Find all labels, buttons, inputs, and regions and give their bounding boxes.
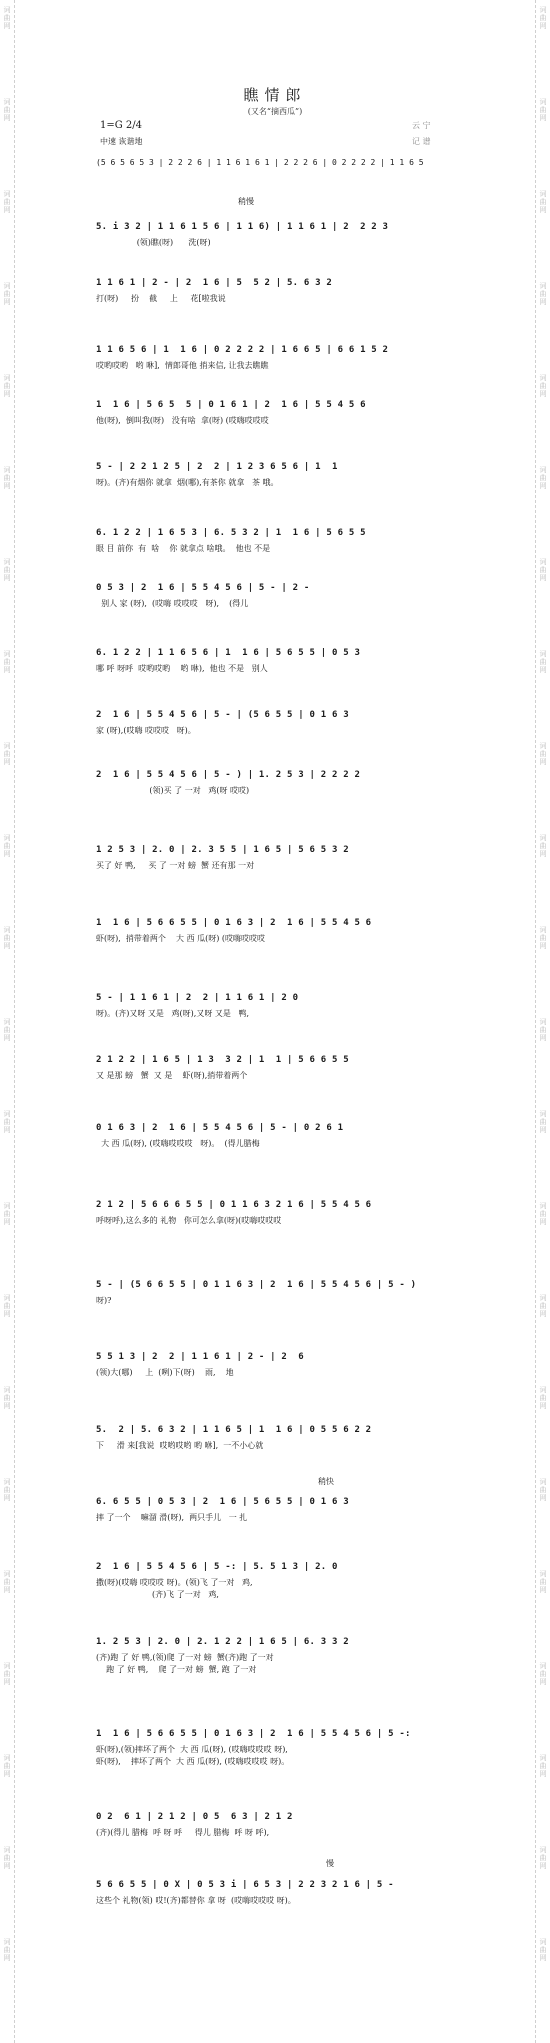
numbered-notation-line: 2 1 6 | 5 5 4 5 6 | 5 - | (5 6 5 5 | 0 1 6 3 — [96, 710, 349, 720]
lyric-line: 打(呀) 扮 截 上 花[啦我说 — [96, 294, 226, 303]
lyric-line: 跑 了 好 鸭, 爬 了一对 螃 蟹, 跑 了一对 — [96, 1665, 257, 1674]
watermark-text: 词 曲 网 — [539, 742, 547, 766]
score-row — [96, 1562, 452, 1600]
score-row — [96, 1425, 452, 1451]
watermark-text: 词 曲 网 — [3, 98, 11, 122]
score-row — [96, 222, 452, 248]
score-row — [96, 918, 452, 944]
watermark-text: 词 曲 网 — [3, 1754, 11, 1778]
score-row — [96, 1123, 452, 1149]
score-row — [96, 993, 452, 1019]
lyric-line: (领)买 了 一对 鸡(呀 哎哎) — [96, 786, 250, 795]
score-row — [96, 1497, 452, 1523]
watermark-text: 词 曲 网 — [539, 1662, 547, 1686]
watermark-text: 词 曲 网 — [539, 466, 547, 490]
watermark-text: 词 曲 网 — [3, 1386, 11, 1410]
watermark-text: 词 曲 网 — [3, 1110, 11, 1134]
score-row — [96, 845, 452, 871]
watermark-text: 词 曲 网 — [3, 190, 11, 214]
watermark-text: 词 曲 网 — [3, 834, 11, 858]
watermark-text: 词 曲 网 — [539, 650, 547, 674]
numbered-notation-line: 1 1 6 | 5 6 6 5 5 | 0 1 6 3 | 2 1 6 | 5 5 4 5 6 | 5 -: — [96, 1729, 411, 1739]
numbered-notation-line: 1 1 6 5 6 | 1 1 6 | 0 2 2 2 2 | 1 6 6 5 | 6 6 1 5 2 — [96, 345, 389, 355]
numbered-notation-line: 6. 1 2 2 | 1 1 6 5 6 | 1 1 6 | 5 6 5 5 | 0 5 3 — [96, 648, 361, 658]
watermark-text: 词 曲 网 — [539, 1294, 547, 1318]
watermark-text: 词 曲 网 — [3, 1570, 11, 1594]
lyric-line: 呀)。(齐)又呀 又是 鸡(呀),又呀 又是 鸭, — [96, 1009, 250, 1018]
lyric-line: 摔 了一个 嘛溜 滑(呀), 两只手儿 一 扎 — [96, 1513, 248, 1522]
opening-tempo-mark: 中速 诙谐地 — [100, 137, 143, 146]
score-row — [96, 400, 452, 426]
numbered-notation-line: 5 - | 1 1 6 1 | 2 2 | 1 1 6 1 | 2 0 — [96, 993, 299, 1003]
lyric-line: (齐)跑 了 好 鸭,(领)爬 了一对 螃 蟹(齐)跑 了一对 — [96, 1653, 274, 1662]
numbered-notation-line: 1 2 5 3 | 2. 0 | 2. 3 5 5 | 1 6 5 | 5 6 5 3 2 — [96, 845, 349, 855]
watermark-text: 词 曲 网 — [3, 926, 11, 950]
lyric-line: 买了 好 鸭, 买 了 一对 螃 蟹 还有那 一对 — [96, 861, 255, 870]
tempo-mark-fast: 稍快 — [318, 1477, 334, 1486]
watermark-text: 词 曲 网 — [539, 190, 547, 214]
lyric-line: 这些个 礼物(领) 哎!(齐)都替你 拿 呀 (哎嗨哎哎哎 呀)。 — [96, 1896, 296, 1905]
score-row — [96, 278, 452, 304]
numbered-notation-line: 1 1 6 | 5 6 6 5 5 | 0 1 6 3 | 2 1 6 | 5 5 4 5 6 — [96, 918, 372, 928]
numbered-notation-line: 1 1 6 | 5 6 5 5 | 0 1 6 1 | 2 1 6 | 5 5 4 5 6 — [96, 400, 366, 410]
watermark-text: 词 曲 网 — [539, 1846, 547, 1870]
score-row — [96, 583, 452, 609]
watermark-text: 词 曲 网 — [539, 1754, 547, 1778]
lyric-line: 家 (呀),(哎嗨 哎哎哎 呀)。 — [96, 726, 196, 735]
numbered-notation-line: 2 1 2 2 | 1 6 5 | 1 3 3 2 | 1 1 | 5 6 6 5 5 — [96, 1055, 349, 1065]
lyric-line: 虾(呀), 捎带着两个 大 西 瓜(呀) (哎嗨哎哎哎 — [96, 934, 266, 943]
watermark-text: 词 曲 网 — [539, 98, 547, 122]
watermark-text: 词 曲 网 — [3, 282, 11, 306]
watermark-text: 词 曲 网 — [539, 1018, 547, 1042]
numbered-notation-line: 2 1 2 | 5 6 6 6 5 5 | 0 1 1 6 3 2 1 6 | 5 5 4 5 6 — [96, 1200, 372, 1210]
watermark-text: 词 曲 网 — [3, 1202, 11, 1226]
numbered-notation-line: 2 1 6 | 5 5 4 5 6 | 5 -: | 5. 5 1 3 | 2. 0 — [96, 1562, 338, 1572]
lyric-line: 撒(呀)(哎嗨 哎哎哎 呀)。(领)飞 了一对 鸡, — [96, 1578, 253, 1587]
numbered-notation-line: 6. 6 5 5 | 0 5 3 | 2 1 6 | 5 6 5 5 | 0 1 6 3 — [96, 1497, 349, 1507]
watermark-text: 词 曲 网 — [539, 558, 547, 582]
lyric-line: (领)大(哪) 上 (咧)下(呀) 雨, 地 — [96, 1368, 234, 1377]
lyric-line: (齐)飞 了一对 鸡, — [96, 1590, 219, 1599]
watermark-text: 词 曲 网 — [539, 1938, 547, 1962]
watermark-text: 词 曲 网 — [3, 1018, 11, 1042]
numbered-notation-line: 0 5 3 | 2 1 6 | 5 5 4 5 6 | 5 - | 2 - — [96, 583, 310, 593]
watermark-text: 词 曲 网 — [539, 926, 547, 950]
lyric-line: 眼 目 前你 有 啥 你 就拿点 啥哦。 他也 不是 — [96, 544, 271, 553]
lyric-line: 虾(呀),(领)摔坏了两个 大 西 瓜(呀), (哎嗨哎哎哎 呀), — [96, 1745, 288, 1754]
lyric-line: 呀)。(齐)有烟你 就拿 烟(哪),有茶你 就拿 茶 哦。 — [96, 478, 279, 487]
numbered-notation-line: 0 1 6 3 | 2 1 6 | 5 5 4 5 6 | 5 - | 0 2 6 1 — [96, 1123, 344, 1133]
numbered-notation-line: 1. 2 5 3 | 2. 0 | 2. 1 2 2 | 1 6 5 | 6. 3 3 2 — [96, 1637, 349, 1647]
numbered-notation-line: 5 6 6 5 5 | 0 X | 0 5 3 i | 6 5 3 | 2 2 3 2 1 6 | 5 - — [96, 1880, 394, 1890]
numbered-notation-line: 5 - | (5 6 6 5 5 | 0 1 1 6 3 | 2 1 6 | 5 5 4 5 6 | 5 - ) — [96, 1280, 417, 1290]
watermark-text: 词 曲 网 — [3, 6, 11, 30]
score-row — [96, 1200, 452, 1226]
lyric-line: 呀)? — [96, 1296, 112, 1305]
credit-line-1: 云 宁 — [412, 121, 431, 130]
page-subtitle: (又名“摘西瓜”) — [247, 107, 303, 116]
lyric-line: 别人 家 (呀), (哎嗨 哎哎哎 呀), (得儿 — [96, 599, 249, 608]
score-row — [96, 1880, 452, 1906]
lyric-line: 虾(呀), 摔坏了两个 大 西 瓜(呀), (哎嗨哎哎哎 呀)。 — [96, 1757, 290, 1766]
lyric-line: 下 滑 来[我说 哎哟哎哟 哟 咻], 一不小心就 — [96, 1441, 264, 1450]
score-row — [96, 1280, 452, 1306]
score-row — [96, 770, 452, 796]
key-signature: 1=G 2/4 — [100, 120, 143, 131]
score-row — [96, 345, 452, 371]
lyric-line: 他(呀), 倒叫我(呀) 没有啥 拿(呀) (哎嗨哎哎哎 — [96, 416, 269, 425]
page-title: 瞧情郎 — [243, 86, 307, 104]
watermark-text: 词 曲 网 — [3, 1938, 11, 1962]
lyric-line: 哎哟哎哟 哟 咻], 情郎哥他 捎来信, 让我去瞧瞧 — [96, 361, 269, 370]
lyric-line: (领)瞧(呀) 洗(呀) — [96, 238, 211, 247]
watermark-text: 词 曲 网 — [3, 1662, 11, 1686]
tempo-mark-slow-end: 慢 — [326, 1859, 334, 1868]
watermark-text: 词 曲 网 — [3, 374, 11, 398]
watermark-text: 词 曲 网 — [539, 1478, 547, 1502]
watermark-text: 词 曲 网 — [3, 742, 11, 766]
lyric-line: 哪 呼 呀呼 哎哟哎哟 哟 咻), 他也 不是 别人 — [96, 664, 268, 673]
numbered-notation-line: 6. 1 2 2 | 1 6 5 3 | 6. 5 3 2 | 1 1 6 | 5 6 5 5 — [96, 528, 366, 538]
score-row — [96, 1055, 452, 1081]
numbered-notation-line: 5. 2 | 5. 6 3 2 | 1 1 6 5 | 1 1 6 | 0 5 5 6 2 2 — [96, 1425, 372, 1435]
watermark-text: 词 曲 网 — [539, 282, 547, 306]
watermark-text: 词 曲 网 — [539, 1386, 547, 1410]
watermark-text: 词 曲 网 — [3, 1846, 11, 1870]
score-row — [96, 462, 452, 488]
numbered-notation-line: 0 2 6 1 | 2 1 2 | 0 5 6 3 | 2 1 2 — [96, 1812, 293, 1822]
score-row — [96, 1352, 452, 1378]
lyric-line: 呼呀呼),这么多的 礼物 你可怎么拿(呀)(哎嗨哎哎哎 — [96, 1216, 282, 1225]
watermark-text: 词 曲 网 — [3, 1294, 11, 1318]
score-row — [96, 710, 452, 736]
watermark-text: 词 曲 网 — [539, 1570, 547, 1594]
credit-line-2: 记 谱 — [412, 137, 431, 146]
score-row — [96, 1812, 452, 1838]
numbered-notation-line: 5 - | 2 2 1 2 5 | 2 2 | 1 2 3 6 5 6 | 1 1 — [96, 462, 338, 472]
numbered-notation-line: 2 1 6 | 5 5 4 5 6 | 5 - ) | 1. 2 5 3 | 2 2 2 2 — [96, 770, 361, 780]
score-row — [96, 1729, 452, 1767]
watermark-text: 词 曲 网 — [539, 1110, 547, 1134]
watermark-text: 词 曲 网 — [539, 6, 547, 30]
watermark-text: 词 曲 网 — [3, 650, 11, 674]
score-row — [96, 648, 452, 674]
watermark-text: 词 曲 网 — [539, 374, 547, 398]
watermark-text: 词 曲 网 — [539, 834, 547, 858]
numbered-notation-line: 1 1 6 1 | 2 - | 2 1 6 | 5 5 2 | 5. 6 3 2 — [96, 278, 332, 288]
watermark-text: 词 曲 网 — [3, 558, 11, 582]
tempo-mark-slow: 稍慢 — [238, 197, 254, 206]
lyric-line: 又 是那 螃 蟹 又 是 虾(呀),捎带着两个 — [96, 1071, 248, 1080]
lyric-line: (齐)(得儿 腊梅 呼 呀 呼 得儿 腊梅 呼 呀 呼), — [96, 1828, 270, 1837]
intro-notation: (5 6 5 6 5 3 | 2 2 2 6 | 1 1 6 1 6 1 | 2 2 2 6 | 0 2 2 2 2 | 1 1 6 5 — [96, 158, 424, 167]
lyric-line: 大 西 瓜(呀), (哎嗨哎哎哎 呀)。 (得儿腊梅 — [96, 1139, 260, 1148]
score-row — [96, 1637, 452, 1675]
score-row — [96, 528, 452, 554]
watermark-text: 词 曲 网 — [3, 1478, 11, 1502]
watermark-text: 词 曲 网 — [3, 466, 11, 490]
watermark-text: 词 曲 网 — [539, 1202, 547, 1226]
numbered-notation-line: 5 5 1 3 | 2 2 | 1 1 6 1 | 2 - | 2 6 — [96, 1352, 304, 1362]
numbered-notation-line: 5. i 3 2 | 1 1 6 1 5 6 | 1 1 6) | 1 1 6 1 | 2 2 2 3 — [96, 222, 389, 232]
